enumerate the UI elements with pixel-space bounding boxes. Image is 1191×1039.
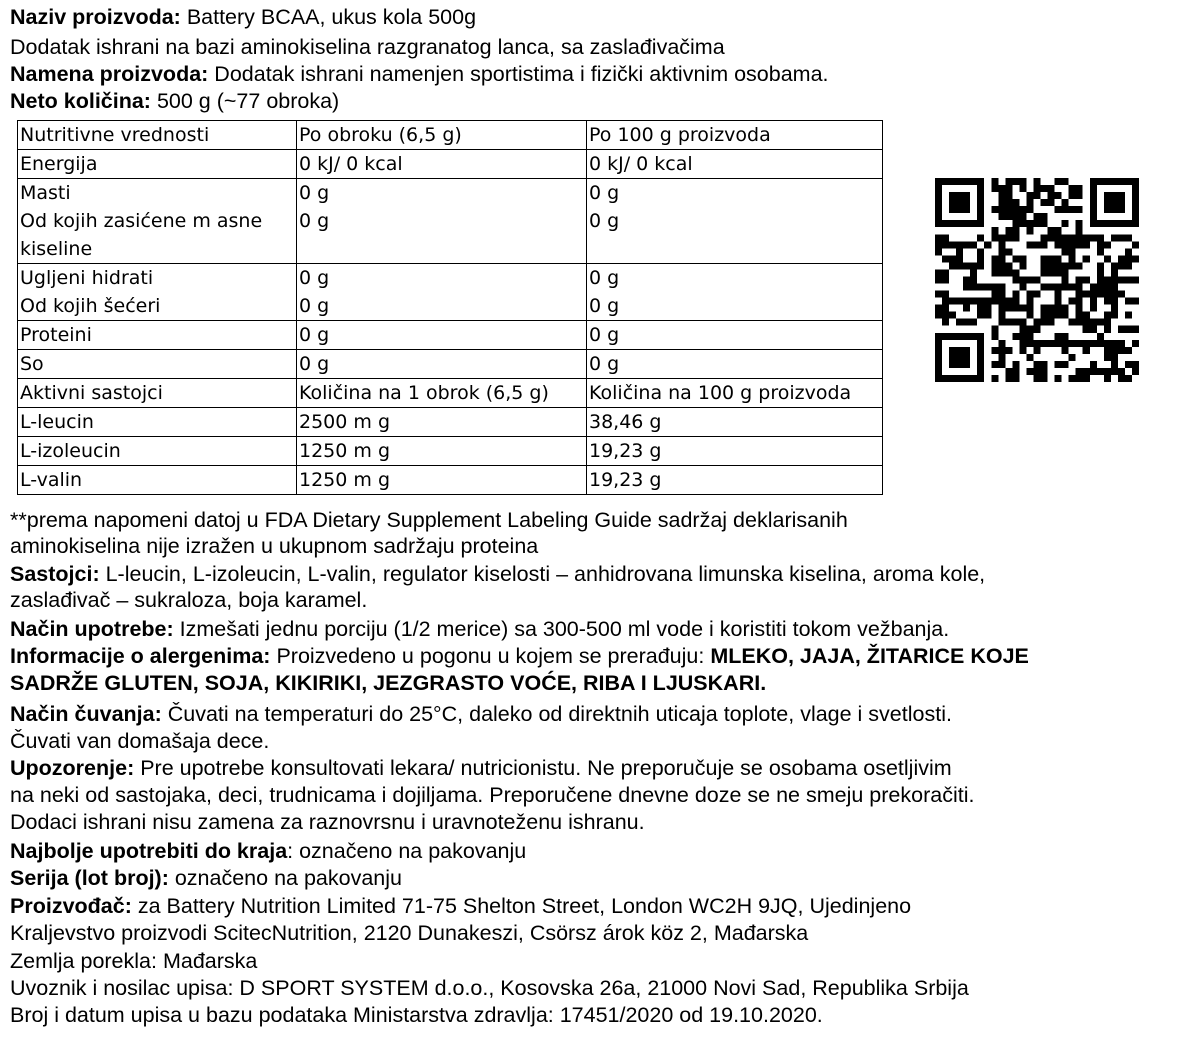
table-cell: Po obroku (6,5 g) xyxy=(297,121,587,150)
lot-label: Serija (lot broj): xyxy=(10,866,169,890)
best-before-line xyxy=(10,838,526,864)
ingredients-line xyxy=(10,561,985,587)
net-quantity-line xyxy=(10,88,339,114)
table-cell: 0 g xyxy=(587,321,883,350)
fda-note-cont: aminokiselina nije izražen u ukupnom sadržaju proteina xyxy=(10,534,539,558)
usage-label: Način upotrebe: xyxy=(10,617,174,641)
warning-line xyxy=(10,755,952,781)
product-purpose-line xyxy=(10,61,829,87)
table-row xyxy=(18,466,883,495)
warning-cont-2: Dodaci ishrani nisu zamena za raznovrsnu i uravnoteženu ishranu. xyxy=(10,810,645,834)
cell-text: Od kojih zasićene m asne xyxy=(20,210,263,232)
allergen-list: MLEKO, JAJA, ŽITARICE KOJE xyxy=(710,644,1029,668)
cell-text: kiseline xyxy=(20,238,93,260)
storage-value: Čuvati na temperaturi do 25°C, daleko od direktnih uticaja toplote, vlage i svetlosti. xyxy=(161,702,952,726)
cell-text: Od kojih šećeri xyxy=(20,295,161,317)
table-cell: 19,23 g xyxy=(587,466,883,495)
product-name-label: Naziv proizvoda: xyxy=(10,5,181,29)
table-cell: Energija xyxy=(18,150,297,179)
table-cell xyxy=(297,179,587,264)
table-cell xyxy=(18,264,297,321)
table-cell: 38,46 g xyxy=(587,408,883,437)
table-row xyxy=(18,179,883,264)
table-cell: 0 g xyxy=(297,321,587,350)
net-quantity-value: 500 g (~77 obroka) xyxy=(150,89,340,113)
product-name-value: Battery BCAA, ukus kola 500g xyxy=(180,5,477,29)
table-cell: Proteini xyxy=(18,321,297,350)
storage-label: Način čuvanja: xyxy=(10,702,162,726)
table-cell: 0 g xyxy=(587,350,883,379)
storage-cont: Čuvati van domašaja dece. xyxy=(10,729,270,753)
origin-line: Zemlja porekla: Mađarska xyxy=(10,949,258,973)
product-name-line xyxy=(10,4,476,30)
cell-text: 0 g xyxy=(299,267,330,289)
table-cell xyxy=(18,179,297,264)
table-row xyxy=(18,121,883,150)
table-cell: Količina na 100 g proizvoda xyxy=(587,379,883,408)
allergen-label: Informacije o alergenima: xyxy=(10,644,271,668)
table-row xyxy=(18,264,883,321)
table-row xyxy=(18,321,883,350)
table-cell: L-izoleucin xyxy=(18,437,297,466)
cell-text: 0 g xyxy=(589,295,620,317)
nutrition-table xyxy=(17,120,883,495)
manufacturer-value: za Battery Nutrition Limited 71-75 Shelton Street, London WC2H 9JQ, Ujedinjeno xyxy=(131,894,912,918)
cell-text: 0 g xyxy=(589,267,620,289)
table-cell xyxy=(297,264,587,321)
table-cell: 0 kJ/ 0 kcal xyxy=(297,150,587,179)
table-cell: Količina na 1 obrok (6,5 g) xyxy=(297,379,587,408)
purpose-label: Namena proizvoda: xyxy=(10,62,209,86)
table-cell: 19,23 g xyxy=(587,437,883,466)
warning-value: Pre upotrebe konsultovati lekara/ nutricionistu. Ne preporučuje se osobama osetljivim xyxy=(134,756,952,780)
table-row xyxy=(18,150,883,179)
lot-value: označeno na pakovanju xyxy=(168,866,402,890)
table-cell: Po 100 g proizvoda xyxy=(587,121,883,150)
purpose-value: Dodatak ishrani namenjen sportistima i fizički aktivnim osobama. xyxy=(208,62,829,86)
ingredients-cont: zaslađivač – sukraloza, boja karamel. xyxy=(10,588,368,612)
table-cell xyxy=(587,264,883,321)
table-cell: So xyxy=(18,350,297,379)
fda-note: **prema napomeni datoj u FDA Dietary Supplement Labeling Guide sadržaj deklarisanih xyxy=(10,508,848,532)
registration-line: Broj i datum upisa u bazu podataka Ministarstva zdravlja: 17451/2020 od 19.10.2020. xyxy=(10,1003,823,1027)
cell-text: 0 g xyxy=(589,182,620,204)
manufacturer-label: Proizvođač: xyxy=(10,894,132,918)
table-cell: 0 kJ/ 0 kcal xyxy=(587,150,883,179)
table-cell: Nutritivne vrednosti xyxy=(18,121,297,150)
manufacturer-line xyxy=(10,893,911,919)
cell-text: 0 g xyxy=(299,182,330,204)
table-cell: 1250 m g xyxy=(297,437,587,466)
table-cell: L-valin xyxy=(18,466,297,495)
table-row xyxy=(18,437,883,466)
ingredients-label: Sastojci: xyxy=(10,562,100,586)
allergen-list-cont: SADRŽE GLUTEN, SOJA, KIKIRIKI, JEZGRASTO VOĆE, RIBA I LJUSKARI. xyxy=(10,671,767,695)
table-row xyxy=(18,350,883,379)
best-before-label: Najbolje upotrebiti do kraja xyxy=(10,839,288,863)
table-cell: 2500 m g xyxy=(297,408,587,437)
table-row xyxy=(18,379,883,408)
qr-code-icon xyxy=(935,178,1139,382)
product-description: Dodatak ishrani na bazi aminokiselina razgranatog lanca, sa zaslađivačima xyxy=(10,35,725,59)
cell-text: 0 g xyxy=(299,210,330,232)
table-cell xyxy=(587,179,883,264)
warning-label: Upozorenje: xyxy=(10,756,135,780)
table-cell: Aktivni sastojci xyxy=(18,379,297,408)
table-row xyxy=(18,408,883,437)
usage-value: Izmešati jednu porciju (1/2 merice) sa 300-500 ml vode i koristiti tokom vežbanja. xyxy=(173,617,950,641)
lot-line xyxy=(10,865,402,891)
usage-line xyxy=(10,616,949,642)
manufacturer-cont: Kraljevstvo proizvodi ScitecNutrition, 2120 Dunakeszi, Csörsz árok köz 2, Mađarska xyxy=(10,921,809,945)
cell-text: Masti xyxy=(20,182,71,204)
ingredients-value: L-leucin, L-izoleucin, L-valin, regulator kiselosti – anhidrovana limunska kiselina, aroma kole, xyxy=(99,562,986,586)
warning-cont: na neki od sastojaka, deci, trudnicama i dojiljama. Preporučene dnevne doze se ne smeju prekoračiti. xyxy=(10,783,975,807)
table-cell: L-leucin xyxy=(18,408,297,437)
storage-line xyxy=(10,701,952,727)
net-quantity-label: Neto količina: xyxy=(10,89,151,113)
table-cell: 1250 m g xyxy=(297,466,587,495)
cell-text: Ugljeni hidrati xyxy=(20,267,154,289)
cell-text: 0 g xyxy=(589,210,620,232)
allergen-value: Proizvedeno u pogonu u kojem se prerađuju: xyxy=(270,644,711,668)
allergen-line xyxy=(10,643,1029,669)
table-cell: 0 g xyxy=(297,350,587,379)
importer-line: Uvoznik i nosilac upisa: D SPORT SYSTEM d.o.o., Kosovska 26a, 21000 Novi Sad, Republika Srbija xyxy=(10,976,969,1000)
best-before-value: : označeno na pakovanju xyxy=(287,839,527,863)
cell-text: 0 g xyxy=(299,295,330,317)
